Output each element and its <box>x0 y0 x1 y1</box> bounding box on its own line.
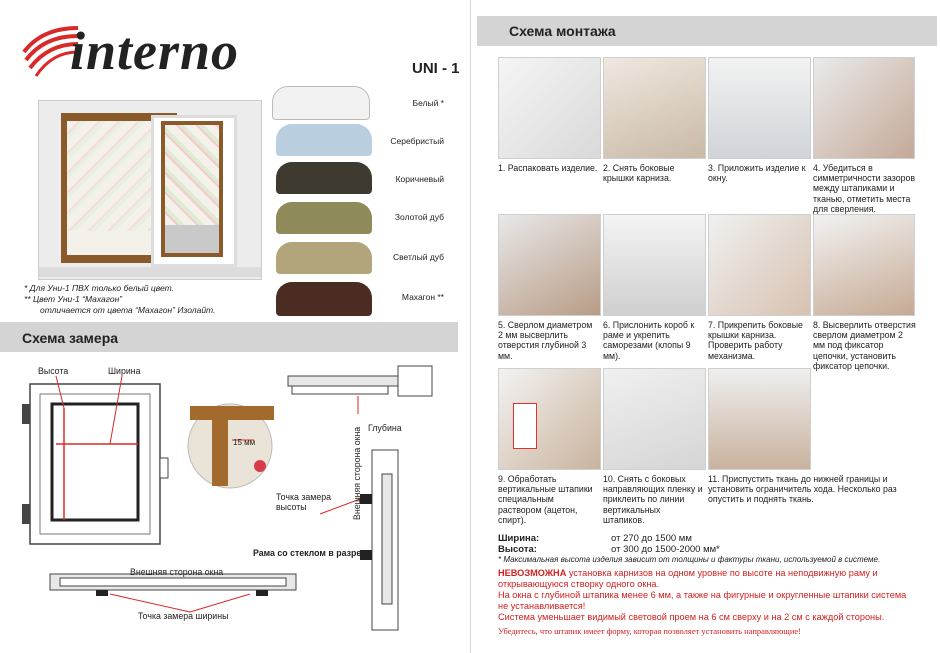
step-4-photo <box>813 57 915 159</box>
step-7-photo <box>708 214 811 316</box>
step-5-text: 5. Сверлом диаметром 2 мм высверлить отверстия глубиной 3 мм. <box>498 320 593 361</box>
swatch-label: Золотой дуб <box>394 212 444 222</box>
spec-width-label: Ширина: <box>498 533 540 544</box>
swatch-golden-oak <box>276 202 372 234</box>
step-2-text: 2. Снять боковые крышки карниза. <box>603 163 675 184</box>
label-width-point: Точка замера ширины <box>138 611 229 621</box>
swatch-label: Коричневый <box>395 174 444 184</box>
swatch-brown <box>276 162 372 194</box>
label-height-point: Точка замера высоты <box>276 492 331 512</box>
color-swatches <box>268 82 468 322</box>
warning-3: Система уменьшает видимый световой проем на 6 см сверху и на 2 см с каждой стороны. <box>498 612 885 622</box>
note-1: * Для Уни-1 ПВХ только белый цвет. <box>24 283 174 293</box>
step-11-text: 11. Приспустить ткань до нижней границы и установить ограничитель хода. Несколько раз опустить и поднять ткань. <box>708 474 897 505</box>
product-window-photo <box>38 100 262 280</box>
step-5-photo <box>498 214 601 316</box>
step-3-photo <box>708 57 811 159</box>
measure-title: Схема замера <box>22 330 119 346</box>
spec-height-label: Высота: <box>498 544 537 555</box>
model-name: UNI - 1 <box>412 60 460 77</box>
swatch-silver <box>276 124 372 156</box>
brand-logo: interno <box>70 21 240 81</box>
step-4-text: 4. Убедиться в симметричности зазоров между штапиками и тканью, отметить места для сверления. <box>813 163 916 214</box>
label-outer-side: Внешняя сторона окна <box>130 567 224 577</box>
step-2-photo <box>603 57 706 159</box>
label-height: Высота <box>38 366 69 376</box>
label-width: Ширина <box>108 366 141 376</box>
step-10-photo <box>603 368 706 470</box>
step-1-photo <box>498 57 601 159</box>
swatch-white <box>272 86 370 120</box>
swatch-light-oak <box>276 242 372 274</box>
swatch-label: Махагон ** <box>401 292 444 302</box>
step-10-text: 10. Снять с боковых направляющих пленку и приклеить по линии вертикальных штапиков. <box>603 474 703 525</box>
right-page <box>471 0 940 653</box>
warning-1-text: установка карнизов на одном уровне по высоте на неподвижную раму и открывающуюся створку одного окна. <box>498 568 878 589</box>
step-9-photo <box>498 368 601 470</box>
step-6-photo <box>603 214 706 316</box>
step-3-text: 3. Приложить изделие к окну. <box>708 163 806 184</box>
swatch-label: Серебристый <box>390 136 444 146</box>
swatch-label: Светлый дуб <box>392 252 444 262</box>
install-title: Схема монтажа <box>509 23 616 39</box>
warning-4: Убедитесь, что штапик имеет форму, которая позволяет установить направляющие! <box>498 626 802 636</box>
step-8-photo <box>813 214 915 316</box>
spec-height-value: от 300 до 1500-2000 мм* <box>611 544 720 555</box>
spec-footnote: * Максимальная высота изделия зависит от толщины и фактуры ткани, используемой в системе. <box>498 555 881 564</box>
swatch-mahogany <box>276 282 372 316</box>
warning-1-bold: НЕВОЗМОЖНА <box>498 568 567 578</box>
step-1-text: 1. Распаковать изделие. <box>498 163 598 173</box>
label-frame-section: Рама со стеклом в разрезе <box>253 548 371 558</box>
label-15mm: 15 мм <box>233 438 256 447</box>
step-8-text: 8. Высверлить отверстия сверлом диаметром 2 мм под фиксатор цепочки, установить фиксатор цепочки. <box>813 320 916 371</box>
note-2: ** Цвет Уни-1 “Махагон” <box>24 294 123 304</box>
step-9-text: 9. Обработать вертикальные штапики специальным раствором (ацетон, спирт). <box>498 474 593 525</box>
step-11-photo-a <box>708 368 811 470</box>
warning-2: На окна с глубиной штапика менее 6 мм, а также на фигурные и округленные штапики система не устанавливается! <box>498 590 907 611</box>
swatch-label: Белый * <box>412 98 444 108</box>
label-depth: Глубина <box>368 423 402 433</box>
step-6-text: 6. Прислонить короб к раме и укрепить саморезами (клопы 9 мм). <box>603 320 695 361</box>
warning-1 <box>498 568 918 590</box>
measure-diagram <box>0 354 468 653</box>
spec-width-value: от 270 до 1500 мм <box>611 533 692 544</box>
label-outer-side-vertical: Внешняя сторона окна <box>352 426 362 520</box>
step-7-text: 7. Прикрепить боковые крышки карниза. Проверить работу механизма. <box>708 320 803 361</box>
note-3: отличается от цвета “Махагон” Изолайт. <box>40 305 216 315</box>
